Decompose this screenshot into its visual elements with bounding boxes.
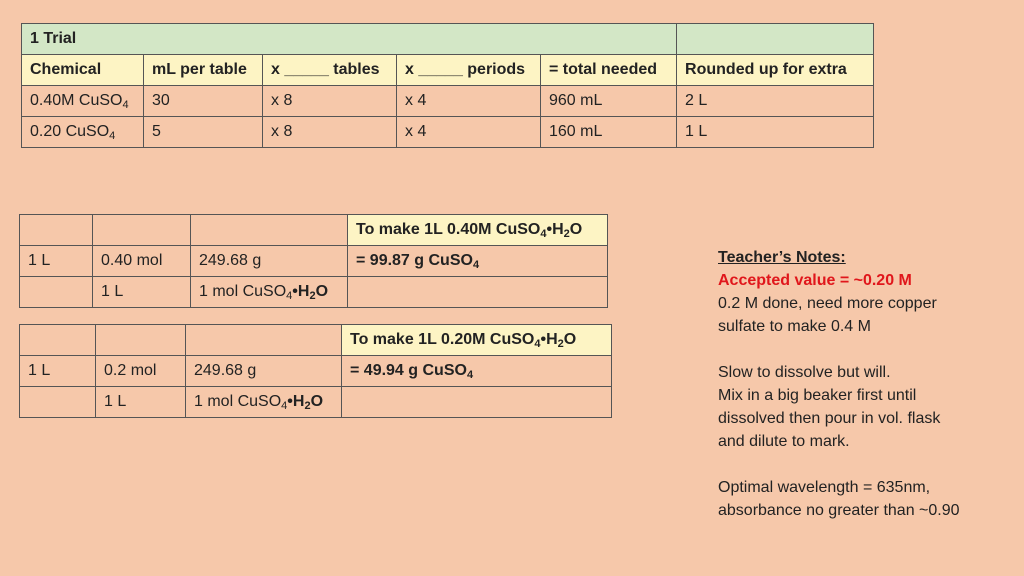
table-row [20,246,608,277]
tables-cell: x 8 [263,86,397,117]
notes-line: Mix in a big beaker first until [718,387,917,404]
notes-spacer [718,453,1018,476]
chemical-cell: 0.20 CuSO$_4$ [22,117,144,148]
notes-line: Slow to dissolve but will. [718,364,891,381]
calc-040-table [19,214,608,308]
column-header: x _____ tables [263,55,397,86]
blank-cell [20,215,93,246]
table-row [20,356,612,387]
result-cell: = 99.87 g CuSO$_4$ [348,246,608,277]
periods-cell: x 4 [397,117,541,148]
teacher-notes [718,246,1018,522]
ml-per-table-cell: 30 [144,86,263,117]
notes-spacer [718,338,1018,361]
volume-cell: 1 L [20,356,96,387]
notes-line: dissolved then pour in vol. flask [718,410,941,427]
trial-header-row [22,55,874,86]
denominator-mol-cell: 1 mol $CuSO_4•H_2O$ [191,277,348,308]
blank-cell [20,277,93,308]
table-row [20,387,612,418]
column-header: Chemical [22,55,144,86]
rounded-cell: 1 L [677,117,874,148]
table-row [20,277,608,308]
trial-title: 1 Trial [22,24,677,55]
chemical-cell: 0.40M CuSO$_4$ [22,86,144,117]
blank-cell [20,325,96,356]
trial-title-blank-cell [677,24,874,55]
total-needed-cell: 960 mL [541,86,677,117]
calc-020-table [19,324,612,418]
accepted-value: Accepted value = ~0.20 M [718,272,912,289]
denominator-volume-cell: 1 L [93,277,191,308]
notes-line: sulfate to make 0.4 M [718,318,871,335]
moles-cell: 0.2 mol [96,356,186,387]
column-header: = total needed [541,55,677,86]
blank-cell [20,387,96,418]
calc-header-row [20,325,612,356]
notes-line: Optimal wavelength = 635nm, [718,479,931,496]
column-header: x _____ periods [397,55,541,86]
denominator-mol-cell: 1 mol $CuSO_4•H_2O$ [186,387,342,418]
blank-cell [93,215,191,246]
column-header: Rounded up for extra [677,55,874,86]
blank-cell [186,325,342,356]
moles-cell: 0.40 mol [93,246,191,277]
blank-cell [342,387,612,418]
calc-header-row [20,215,608,246]
notes-line: absorbance no greater than ~0.90 [718,502,960,519]
notes-line: 0.2 M done, need more copper [718,295,937,312]
volume-cell: 1 L [20,246,93,277]
tables-cell: x 8 [263,117,397,148]
calc-040-header: To make 1L 0.40M $CuSO_4•H_2O$ [348,215,608,246]
trial-title-row [22,24,874,55]
blank-cell [96,325,186,356]
result-cell: = 49.94 g CuSO$_4$ [342,356,612,387]
notes-line: and dilute to mark. [718,433,850,450]
rounded-cell: 2 L [677,86,874,117]
calc-020-header: To make 1L 0.20M $CuSO_4•H_2O$ [342,325,612,356]
total-needed-cell: 160 mL [541,117,677,148]
molar-mass-cell: 249.68 g [186,356,342,387]
column-header: mL per table [144,55,263,86]
ml-per-table-cell: 5 [144,117,263,148]
notes-heading: Teacher’s Notes: [718,249,846,266]
periods-cell: x 4 [397,86,541,117]
molar-mass-cell: 249.68 g [191,246,348,277]
blank-cell [191,215,348,246]
blank-cell [348,277,608,308]
trial-table [21,23,874,148]
denominator-volume-cell: 1 L [96,387,186,418]
table-row [22,117,874,148]
table-row [22,86,874,117]
